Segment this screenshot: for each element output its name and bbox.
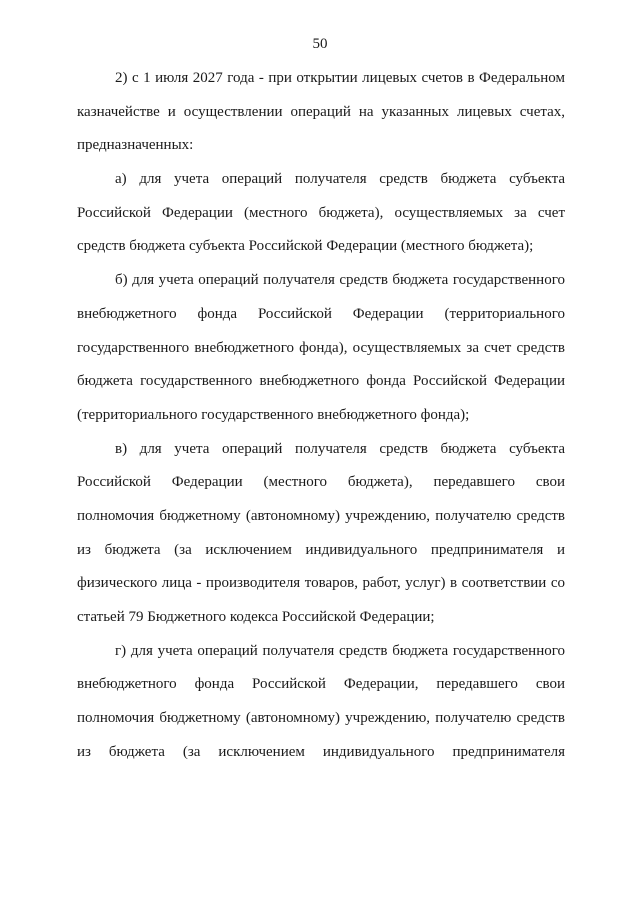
text-line: а) для учета операций получателя средств бюджета субъекта [115, 171, 565, 188]
text-line: физического лица - производителя товаров, работ, услуг) в соответствии со [77, 575, 565, 592]
text-line: (территориального государственного внебюджетного фонда); [77, 406, 470, 423]
paragraph-item-v [77, 439, 565, 641]
text-line: из бюджета (за исключением индивидуального предпринимателя и [77, 541, 565, 558]
text-line: статьей 79 Бюджетного кодекса Российской Федерации; [77, 609, 435, 625]
text-line: Российской Федерации (местного бюджета), передавшего свои [77, 474, 565, 491]
text-line: б) для учета операций получателя средств бюджета государственного [115, 272, 565, 289]
text-line: 2) с 1 июля 2027 года - при открытии лицевых счетов в Федеральном [115, 70, 565, 86]
text-line: из бюджета (за исключением индивидуального предпринимателя [77, 743, 565, 760]
text-line: полномочия бюджетному (автономному) учреждению, получателю средств [77, 507, 565, 524]
page-number: 50 [312, 36, 328, 52]
text-line: предназначенных: [77, 137, 194, 154]
document-body [77, 68, 565, 775]
paragraph-item-2 [77, 68, 565, 169]
text-line: государственного внебюджетного фонда), осуществляемых за счет средств [77, 339, 565, 356]
text-line: внебюджетного фонда Российской Федерации, передавшего свои [77, 676, 565, 693]
paragraph-item-a [77, 169, 565, 270]
text-line: Российской Федерации (местного бюджета), осуществляемых за счет [77, 204, 565, 221]
text-line: внебюджетного фонда Российской Федерации (территориального [77, 305, 565, 322]
text-line: полномочия бюджетному (автономному) учреждению, получателю средств [77, 710, 565, 727]
text-line: средств бюджета субъекта Российской Федерации (местного бюджета); [77, 238, 534, 255]
text-line: г) для учета операций получателя средств бюджета государственного [115, 642, 565, 659]
paragraph-item-b [77, 270, 565, 438]
text-line: бюджета государственного внебюджетного фонда Российской Федерации [77, 373, 565, 390]
text-line: казначействе и осуществлении операций на указанных лицевых счетах, [77, 103, 565, 120]
text-line: в) для учета операций получателя средств бюджета субъекта [115, 440, 565, 457]
paragraph-item-g [77, 641, 565, 776]
